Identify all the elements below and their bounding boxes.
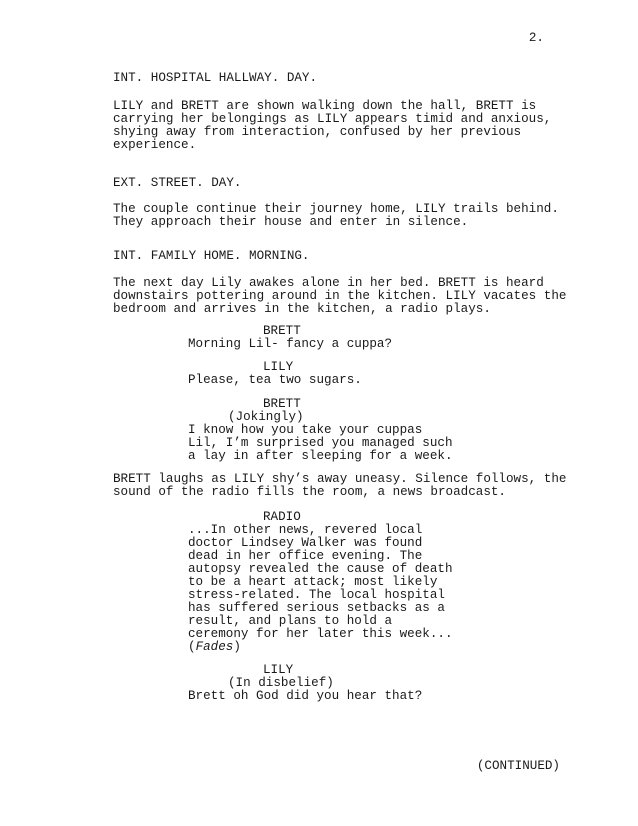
dialogue-line: a lay in after sleeping for a week. xyxy=(188,449,453,463)
scene-heading: EXT. STREET. DAY. xyxy=(113,176,242,190)
dialogue-line: ...In other news, revered local xyxy=(188,523,423,537)
fades-close: ) xyxy=(233,640,241,654)
character-name: BRETT xyxy=(263,324,301,338)
dialogue-line: doctor Lindsey Walker was found xyxy=(188,536,423,550)
dialogue-line: Brett oh God did you hear that? xyxy=(188,689,423,703)
continued-marker: (CONTINUED) xyxy=(476,759,560,773)
scene-heading: INT. HOSPITAL HALLWAY. DAY. xyxy=(113,71,318,85)
dialogue-line: Morning Lil- fancy a cuppa? xyxy=(188,337,393,351)
action-line: BRETT laughs as LILY shy’s away uneasy. Silence follows, the xyxy=(113,472,567,486)
dialogue-line: has suffered serious setbacks as a xyxy=(188,601,445,615)
action-line: experience. xyxy=(113,138,197,152)
action-line: carrying her belongings as LILY appears timid and anxious, xyxy=(113,112,552,126)
fades-word: Fades xyxy=(195,640,234,654)
character-name: BRETT xyxy=(263,397,301,411)
parenthetical: (Jokingly) xyxy=(228,410,304,424)
action-line: downstairs pottering around in the kitchen. LILY vacates the xyxy=(113,289,567,303)
parenthetical: (In disbelief) xyxy=(228,676,334,690)
character-name: LILY xyxy=(263,360,294,374)
dialogue-line: I know how you take your cuppas xyxy=(188,423,423,437)
dialogue-line: Lil, I’m surprised you managed such xyxy=(188,436,453,450)
fades-open: ( xyxy=(188,640,196,654)
dialogue-line: stress-related. The local hospital xyxy=(188,588,445,602)
dialogue-line: to be a heart attack; most likely xyxy=(188,575,438,589)
action-line: bedroom and arrives in the kitchen, a radio plays. xyxy=(113,302,491,316)
action-line: The couple continue their journey home, LILY trails behind. xyxy=(113,202,559,216)
page-number: 2. xyxy=(528,31,544,45)
dialogue-line: ceremony for her later this week... xyxy=(188,627,453,641)
action-line: shying away from interaction, confused by her previous xyxy=(113,125,522,139)
action-line: LILY and BRETT are shown walking down the hall, BRETT is xyxy=(113,99,537,113)
action-line: sound of the radio fills the room, a news broadcast. xyxy=(113,485,506,499)
scene-heading: INT. FAMILY HOME. MORNING. xyxy=(113,249,310,263)
dialogue-line: dead in her office evening. The xyxy=(188,549,423,563)
dialogue-line: Please, tea two sugars. xyxy=(188,373,362,387)
dialogue-line: autopsy revealed the cause of death xyxy=(188,562,453,576)
fades-direction xyxy=(188,641,241,654)
character-name: LILY xyxy=(263,663,294,677)
action-line: The next day Lily awakes alone in her bed. BRETT is heard xyxy=(113,276,544,290)
character-name: RADIO xyxy=(263,510,301,524)
dialogue-line: result, and plans to hold a xyxy=(188,614,393,628)
action-line: They approach their house and enter in silence. xyxy=(113,215,469,229)
